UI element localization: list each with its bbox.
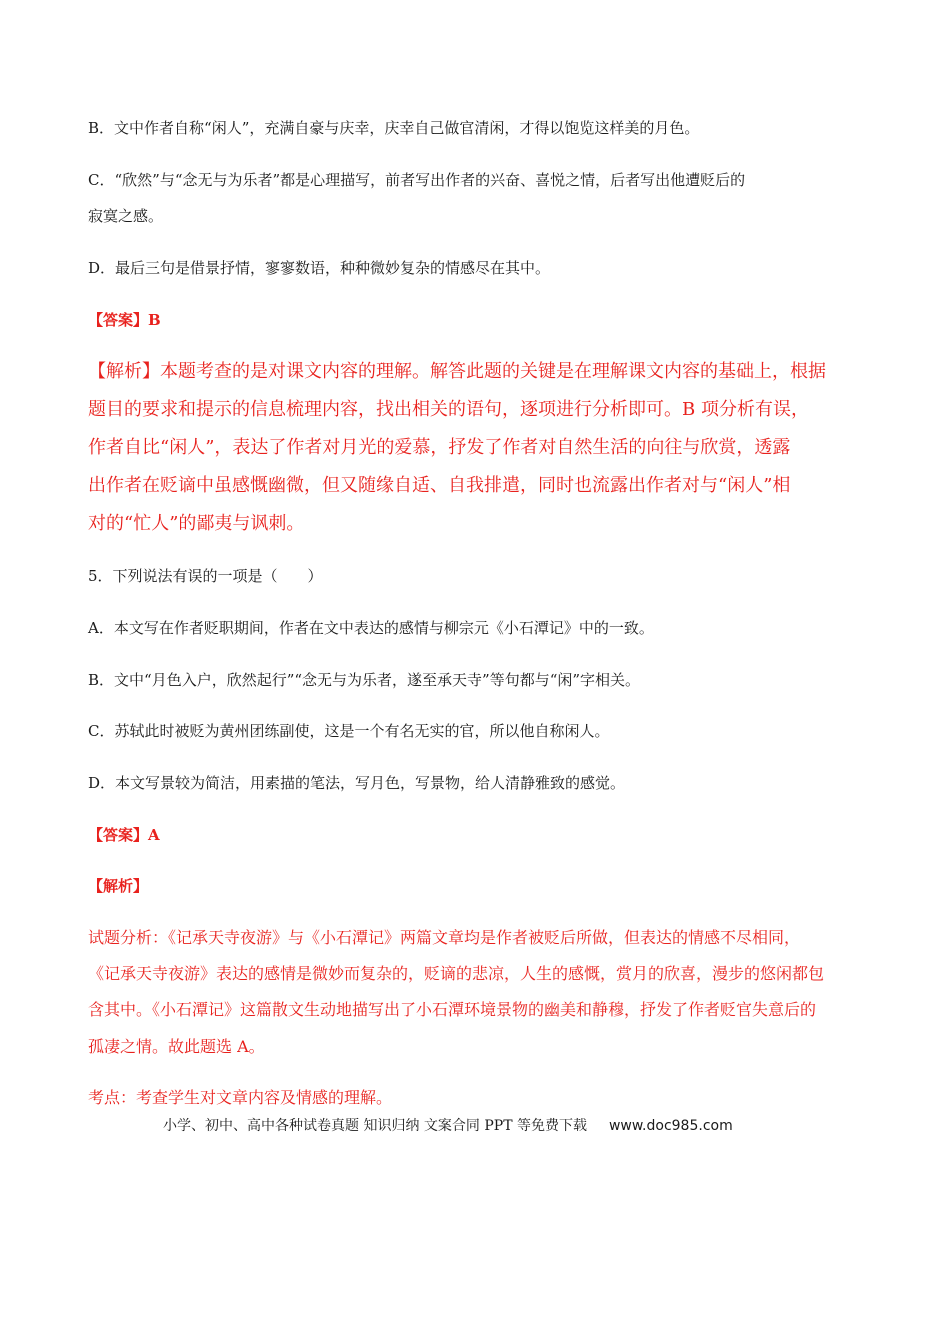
page-footer [163,1116,733,1136]
q5-option-d: D．本文写景较为简洁，用素描的笔法，写月色，写景物，给人清静雅致的感觉。 [88,774,626,792]
footer-text: 小学、初中、高中各种试卷真题 知识归纳 文案合同 PPT 等免费下载 [163,1118,587,1134]
q5-analysis-line3: 含其中。《小石潭记》这篇散文生动地描写出了小石潭环境景物的幽美和静穆，抒发了作者贬官失意后的 [88,1000,817,1019]
q4-analysis-line2: 题目的要求和提示的信息梳理内容，找出相关的语句，逐项进行分析即可。B 项分析有误， [88,399,809,420]
q4-answer: 【答案】B [88,311,161,329]
q5-analysis-line4: 孤凄之情。故此题选 A。 [88,1037,265,1056]
q5-answer: 【答案】A [88,826,160,844]
q5-analysis-label: 【解析】 [88,877,149,895]
q5-option-b: B．文中“月色入户，欣然起行”“念无与为乐者，遂至承天寺”等句都与“闲”字相关。 [88,671,641,689]
footer-site-link[interactable]: www.doc985.com [608,1118,733,1134]
q5-kaodian: 考点：考查学生对文章内容及情感的理解。 [88,1088,393,1107]
q5-stem: 5．下列说法有误的一项是（ ） [88,567,323,585]
q4-option-b: B．文中作者自称“闲人”，充满自豪与庆幸，庆幸自己做官清闲，才得以饱览这样美的月色。 [88,119,700,137]
q4-analysis-line1: 【解析】本题考查的是对课文内容的理解。解答此题的关键是在理解课文内容的基础上，根据 [88,361,826,382]
q4-option-c-line2: 寂寞之感。 [88,207,164,225]
q5-option-c: C．苏轼此时被贬为黄州团练副使，这是一个有名无实的官，所以他自称闲人。 [88,722,610,740]
q4-option-d: D．最后三句是借景抒情，寥寥数语，种种微妙复杂的情感尽在其中。 [88,259,551,277]
q5-analysis-line2: 《记承天寺夜游》表达的感情是微妙而复杂的，贬谪的悲凉，人生的感慨，赏月的欣喜，漫步的悠闲都包 [88,964,825,983]
q4-analysis-line4: 出作者在贬谪中虽感慨幽微，但又随缘自适、自我排遣，同时也流露出作者对与“闲人”相 [88,475,791,496]
q5-analysis-line1: 试题分析：《记承天寺夜游》与《小石潭记》两篇文章均是作者被贬后所做，但表达的情感不尽相同， [88,928,801,947]
q4-analysis-line3: 作者自比“闲人”，表达了作者对月光的爱慕，抒发了作者对自然生活的向往与欣赏，透露 [88,437,791,458]
q4-analysis-line5: 对的“忙人”的鄙夷与讽刺。 [88,513,305,534]
q4-option-c-line1: C．“欣然”与“念无与为乐者”都是心理描写，前者写出作者的兴奋、喜悦之情，后者写出他遭贬后的 [88,171,746,189]
q5-option-a: A．本文写在作者贬职期间，作者在文中表达的感情与柳宗元《小石潭记》中的一致。 [88,619,654,637]
